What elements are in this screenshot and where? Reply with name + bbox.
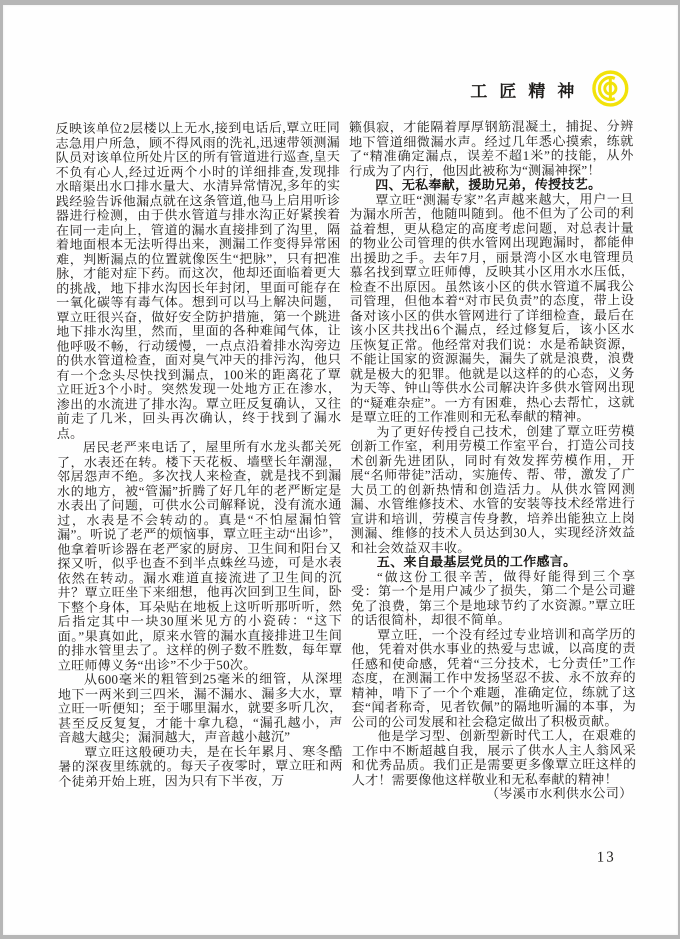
- paragraph: 籁俱寂，才能隔着厚厚钢筋混凝土，捕捉、分辨地下管道细微漏水声。经过几年悉心摸索，练就了“精准确定漏点，误差不超1米”的技能，从外行成为了内行，他因此被称为“测漏神探”！: [348, 118, 634, 179]
- scanned-page: [3, 5, 678, 935]
- page-title: 工匠精神: [470, 81, 587, 101]
- paragraph: 为了更好传授自己技术，创建了覃立旺劳模创新工作室，利用劳模工作室平台，打造公司技术创新先进团队，同时有效发挥劳模作用，开展“名师带徒”活动，实施传、帮、带，激发了广大员工的创新热情和创造活力。从供水管网测漏、水管维修技术、水管的安装等技术经常进行宣讲和培训，劳模言传身教，培养出能独立上岗测漏、维修的技术人员达到30人，实现经济效益和社会效益双丰收。: [350, 422, 636, 556]
- attribution: （岑溪市水利供水公司）: [486, 785, 633, 802]
- paragraph: “做这份工很辛苦，做得好能得到三个享受：第一个是用户减少了损失，第二个是公司避免了浪费，第三个是地球节约了水资源。”覃立旺的话很简朴，却很不简单。: [350, 567, 636, 628]
- paragraph: 他是学习型、创新型新时代工人，在艰难的工作中不断超越自我，展示了供水人主人翁风采和优秀品质。我们正是需要更多像覃立旺这样的人才！需要像他这样敬业和无私奉献的精神！: [351, 727, 637, 788]
- paragraph: 居民老严来电话了，屋里所有水龙头都关死了，水表还在转。楼下天花板、墙壁长年潮湿，邻居怨声不绝。多次找人来检查，就是找不到漏水的地方，被“管漏”折腾了好几年的老严断定是水表出了问题，可供水公司解释说，没有流水通过，水表是不会转动的。真是“不怕屋漏怕管漏”。听说了老严的烦恼事，覃立旺主动“出诊”，他拿着听诊器在老严家的厨房、卫生间和阳台又探又听，似乎也查不到半点蛛丝马迹，可是水表依然在转动。漏水难道直接流进了卫生间的沉井？覃立旺坐下来细想，他再次回到卫生间，卧下整个身体，耳朵贴在地板上这听听那听听，然后指定其中一块30厘米见方的小瓷砖：“这下面。”果真如此，原来水管的漏水直接排进卫生间的排水管里去了。这样的例子数不胜数，每年覃立旺师傅义务“出诊”不少于50次。: [56, 438, 343, 673]
- page-header: [1, 65, 630, 114]
- trade-union-emblem-icon: [590, 68, 630, 108]
- paragraph: 反映该单位2层楼以上无水,接到电话后,覃立旺同志急用户所急，顾不得风雨的洗礼,迅速带领测漏队员对该单位所处片区的所有管道进行巡查,皇天不负有心人,经过近两个小时的详细排查,发现排水暗渠出水口排水量大、水清异常情况,多年的实践经验告诉他漏点就在这条管道,他马上启用听诊器进行检测，由于供水管道与排水沟正好紧挨着在同一走向上，管道的漏水直接排到了沟里，隔着地面根本无法听得出来，测漏工作变得异常困难，判断漏点的位置就像医生“把脉”，只有把准脉，才能对症下药。而这次，他却还面临着更大的挑战，地下排水沟因长年封闭，里面可能存在一氧化碳等有毒气体。想到可以马上解决问题，覃立旺很兴奋，做好安全防护措施，第一个跳进地下排水沟里，然而，里面的各种难闻气体，让他呼吸不畅，行动缓慢，一点点沿着排水沟旁边的供水管道检查，面对臭气冲天的排污沟，他只有一个念头尽快找到漏点，100米的距离花了覃立旺近3个小时。突然发现一处地方正在渗水，渗出的水流进了排水沟。覃立旺反复确认，又往前走了几米，回头再次确认，终于找到了漏水点。: [55, 119, 342, 441]
- section-heading: 四、无私奉献，援助兄弟，传授技艺。: [375, 176, 602, 193]
- section-heading: 五、来自最基层党员的工作感言。: [376, 553, 577, 570]
- paragraph: 从600毫米的粗管到25毫米的细管，从深埋地下一两米到三四米，漏不漏水、漏多大水，覃立旺一听便知；至于哪里漏水，就要多听几次，甚至反反复复，才能十拿九稳，“漏孔越小，声音越大越尖；漏洞越大，声音越小越沉”: [57, 670, 343, 745]
- paragraph: 覃立旺，一个没有经过专业培训和高学历的他，凭着对供水事业的热爱与忠诚，以高度的责任感和使命感，凭着“三分技术，七分责任”工作态度，在测漏工作中发扬坚忍不拔、永不放弃的精神，啃下了一个个难题，准确定位，练就了这套“闻者称奇，见者钦佩”的隔地听漏的本事，为公司的公司发展和社会稳定做出了积极贡献。: [351, 625, 637, 730]
- paragraph: 覃立旺这般硬功夫，是在长年累月、寒冬酷暑的深夜里练就的。每天子夜零时，覃立旺和两个徒弟开始上班，因为只有下半夜，万: [58, 743, 343, 789]
- article-body: [55, 119, 636, 803]
- left-column: [55, 121, 342, 804]
- right-column: [349, 119, 636, 802]
- page-number: 13: [596, 849, 616, 866]
- paragraph: 覃立旺“测漏专家”名声越来越大，用户一旦为漏水所苦，他随叫随到。他不但为了公司的利益着想，更从稳定的高度考虑问题，对总表计量的物业公司管理的供水管网出现跑漏时，都能伸出援助之手。去年7月，丽景湾小区水电管理员慕名找到覃立旺师傅，反映其小区用水水压低，检查不出原因。虽然该小区的供水管道不属我公司管理，但他本着“对市民负责”的态度，带上设备对该小区的供水管网进行了详细检查，最后在该小区共找出6个漏点，经过修复后，该小区水压恢复正常。他经常对我们说：水是希缺资源，不能让国家的资源漏失，漏失了就是浪费，浪费就是极大的犯罪。他就是以这样的的心态，义务为天等、钟山等供水公司解决许多供水管网出现的“疑难杂症”。一方有困难，热心去帮忙，这就是覃立旺的工作准则和无私奉献的精神。: [349, 190, 635, 425]
